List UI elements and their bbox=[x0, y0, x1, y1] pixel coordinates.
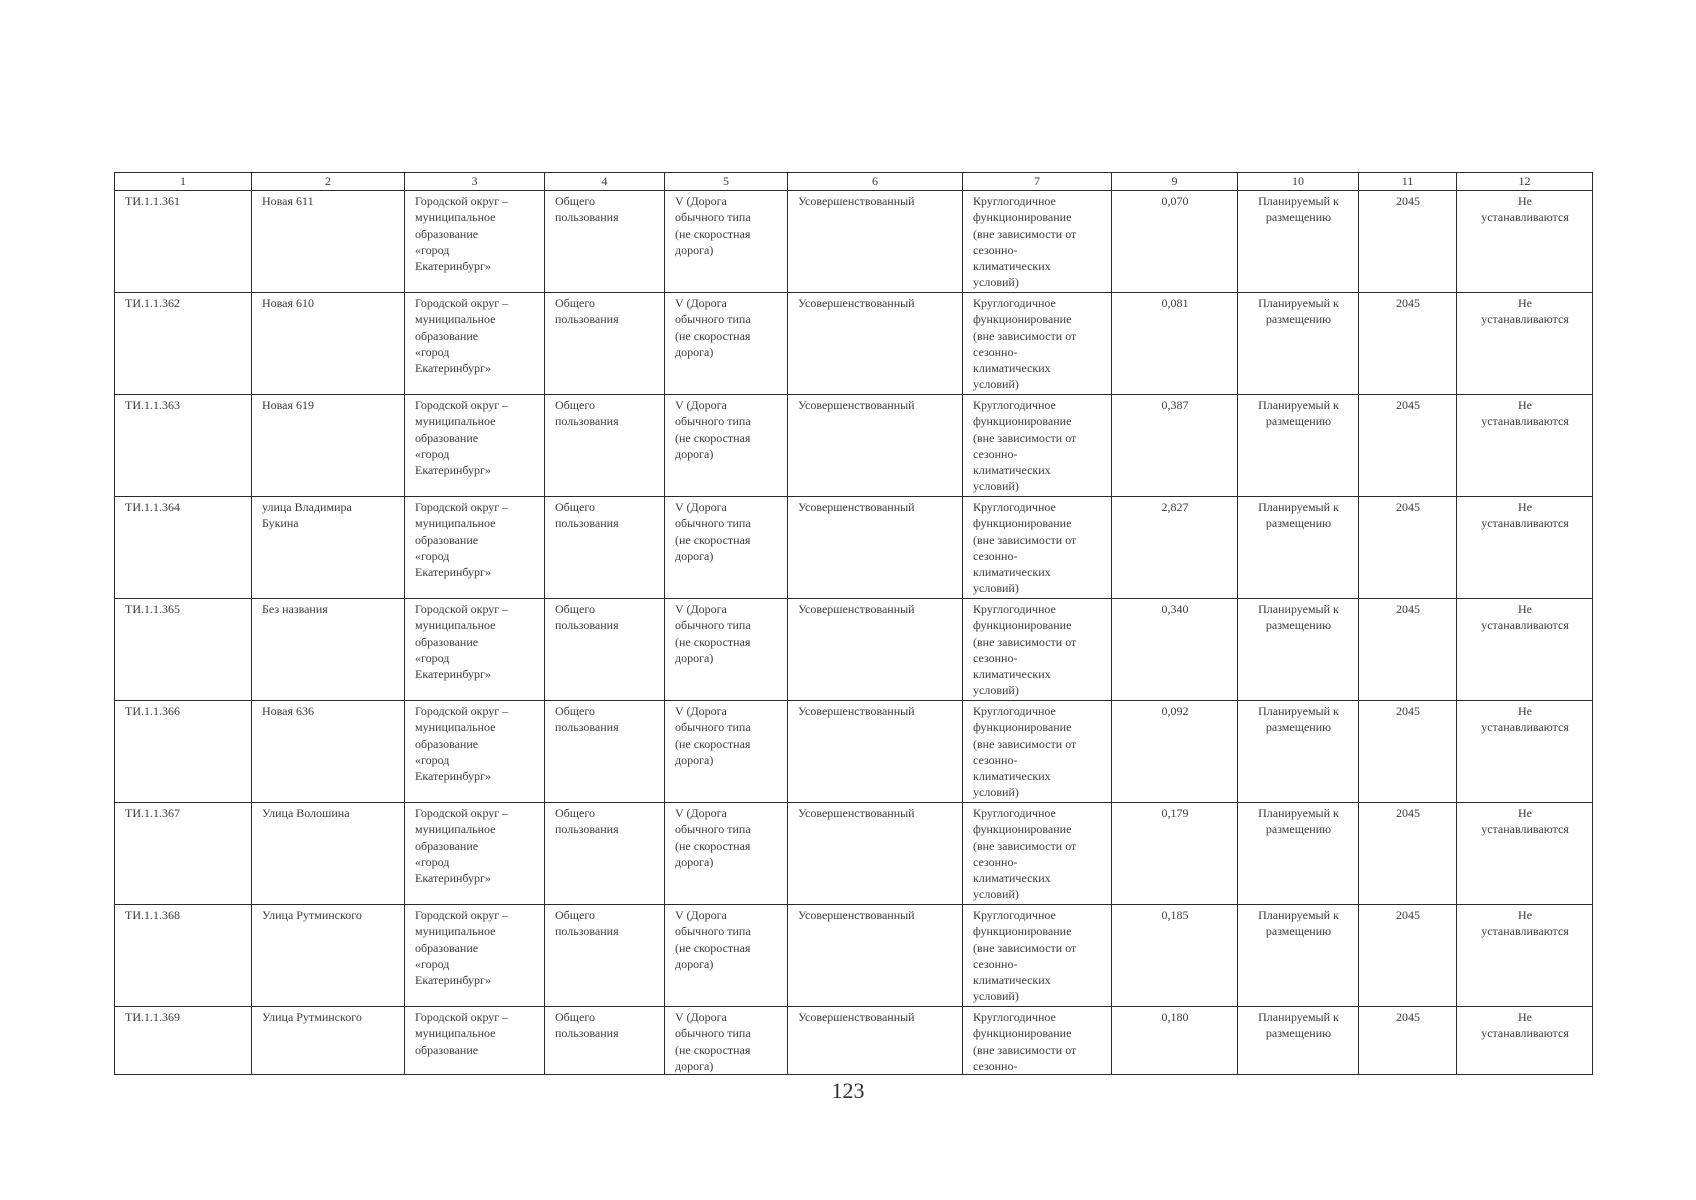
cell-year-text: 2045 bbox=[1396, 806, 1420, 820]
cell-purpose bbox=[545, 395, 665, 497]
cell-location-text: Городской округ – муниципальное образование bbox=[415, 1010, 509, 1057]
cell-provision bbox=[963, 803, 1112, 905]
cell-provision-text: Круглогодичное функционирование (вне зависимости от сезонно- климатических условий) bbox=[973, 500, 1077, 596]
cell-pavement bbox=[788, 191, 963, 293]
cell-category-text: V (Дорога обычного типа (не скоростная дорога) bbox=[675, 1010, 751, 1073]
cell-status-text: Планируемый к размещению bbox=[1258, 500, 1339, 531]
cell-id-text: ТИ.1.1.365 bbox=[125, 602, 180, 616]
cell-pavement-text: Усовершенствованный bbox=[798, 296, 915, 310]
cell-id bbox=[115, 1007, 252, 1075]
table-row bbox=[115, 905, 1593, 1007]
cell-year-text: 2045 bbox=[1396, 194, 1420, 208]
cell-purpose bbox=[545, 905, 665, 1007]
cell-location bbox=[405, 803, 545, 905]
cell-pavement-text: Усовершенствованный bbox=[798, 908, 915, 922]
cell-restrictions-text: Не устанавливаются bbox=[1481, 704, 1569, 735]
cell-name-text: Без названия bbox=[262, 602, 328, 616]
column-header: 12 bbox=[1457, 173, 1593, 191]
table-row bbox=[115, 803, 1593, 905]
cell-purpose bbox=[545, 497, 665, 599]
cell-length bbox=[1112, 1007, 1238, 1075]
cell-name bbox=[252, 395, 405, 497]
page-number: 123 bbox=[831, 1078, 865, 1103]
cell-year bbox=[1359, 701, 1457, 803]
cell-purpose-text: Общего пользования bbox=[555, 1010, 619, 1041]
cell-category bbox=[665, 293, 788, 395]
cell-name-text: Улица Рутминского bbox=[262, 908, 362, 922]
header-row bbox=[115, 173, 1593, 191]
cell-year bbox=[1359, 191, 1457, 293]
table-body bbox=[115, 191, 1593, 1075]
cell-id-text: ТИ.1.1.366 bbox=[125, 704, 180, 718]
cell-length-text: 0,180 bbox=[1161, 1010, 1189, 1024]
cell-pavement bbox=[788, 497, 963, 599]
cell-pavement bbox=[788, 905, 963, 1007]
cell-name bbox=[252, 905, 405, 1007]
cell-category bbox=[665, 599, 788, 701]
cell-purpose-text: Общего пользования bbox=[555, 398, 619, 429]
cell-name bbox=[252, 1007, 405, 1075]
cell-name bbox=[252, 497, 405, 599]
cell-provision bbox=[963, 599, 1112, 701]
cell-location bbox=[405, 1007, 545, 1075]
cell-location bbox=[405, 905, 545, 1007]
column-header: 11 bbox=[1359, 173, 1457, 191]
cell-status bbox=[1238, 701, 1359, 803]
cell-pavement-text: Усовершенствованный bbox=[798, 1010, 915, 1024]
cell-location-text: Городской округ – муниципальное образование «город Екатеринбург» bbox=[415, 908, 509, 988]
cell-location-text: Городской округ – муниципальное образование «город Екатеринбург» bbox=[415, 602, 509, 682]
cell-year bbox=[1359, 395, 1457, 497]
cell-category bbox=[665, 701, 788, 803]
cell-location-text: Городской округ – муниципальное образование «город Екатеринбург» bbox=[415, 806, 509, 886]
column-header: 4 bbox=[545, 173, 665, 191]
cell-restrictions bbox=[1457, 1007, 1593, 1075]
cell-year-text: 2045 bbox=[1396, 1010, 1420, 1024]
cell-status-text: Планируемый к размещению bbox=[1258, 806, 1339, 837]
cell-year-text: 2045 bbox=[1396, 296, 1420, 310]
cell-restrictions-text: Не устанавливаются bbox=[1481, 500, 1569, 531]
table-row bbox=[115, 497, 1593, 599]
cell-year-text: 2045 bbox=[1396, 602, 1420, 616]
cell-restrictions bbox=[1457, 599, 1593, 701]
cell-year bbox=[1359, 905, 1457, 1007]
cell-location-text: Городской округ – муниципальное образование «город Екатеринбург» bbox=[415, 398, 509, 478]
cell-pavement-text: Усовершенствованный bbox=[798, 602, 915, 616]
cell-location bbox=[405, 395, 545, 497]
cell-restrictions bbox=[1457, 497, 1593, 599]
cell-year-text: 2045 bbox=[1396, 704, 1420, 718]
cell-status bbox=[1238, 191, 1359, 293]
cell-status bbox=[1238, 395, 1359, 497]
cell-length-text: 2,827 bbox=[1161, 500, 1189, 514]
cell-purpose-text: Общего пользования bbox=[555, 602, 619, 633]
table-row bbox=[115, 293, 1593, 395]
cell-location-text: Городской округ – муниципальное образование «город Екатеринбург» bbox=[415, 500, 509, 580]
cell-restrictions bbox=[1457, 191, 1593, 293]
cell-restrictions bbox=[1457, 293, 1593, 395]
table-row bbox=[115, 395, 1593, 497]
cell-length bbox=[1112, 497, 1238, 599]
cell-pavement bbox=[788, 395, 963, 497]
cell-status bbox=[1238, 293, 1359, 395]
cell-category bbox=[665, 1007, 788, 1075]
cell-purpose-text: Общего пользования bbox=[555, 500, 619, 531]
cell-length-text: 0,185 bbox=[1161, 908, 1189, 922]
cell-location-text: Городской округ – муниципальное образование «город Екатеринбург» bbox=[415, 296, 509, 376]
cell-length bbox=[1112, 905, 1238, 1007]
cell-status-text: Планируемый к размещению bbox=[1258, 1010, 1339, 1041]
cell-year-text: 2045 bbox=[1396, 500, 1420, 514]
cell-purpose-text: Общего пользования bbox=[555, 908, 619, 939]
cell-year-text: 2045 bbox=[1396, 908, 1420, 922]
cell-status-text: Планируемый к размещению bbox=[1258, 704, 1339, 735]
cell-id-text: ТИ.1.1.368 bbox=[125, 908, 180, 922]
cell-name bbox=[252, 191, 405, 293]
cell-purpose-text: Общего пользования bbox=[555, 194, 619, 225]
cell-restrictions-text: Не устанавливаются bbox=[1481, 194, 1569, 225]
cell-status bbox=[1238, 803, 1359, 905]
cell-category bbox=[665, 191, 788, 293]
cell-pavement-text: Усовершенствованный bbox=[798, 398, 915, 412]
cell-length-text: 0,340 bbox=[1161, 602, 1189, 616]
cell-provision bbox=[963, 905, 1112, 1007]
cell-year bbox=[1359, 1007, 1457, 1075]
cell-id bbox=[115, 803, 252, 905]
cell-provision bbox=[963, 395, 1112, 497]
cell-year bbox=[1359, 803, 1457, 905]
cell-restrictions-text: Не устанавливаются bbox=[1481, 1010, 1569, 1041]
cell-name bbox=[252, 803, 405, 905]
cell-category-text: V (Дорога обычного типа (не скоростная дорога) bbox=[675, 602, 751, 665]
cell-pavement bbox=[788, 1007, 963, 1075]
cell-category bbox=[665, 395, 788, 497]
cell-category bbox=[665, 497, 788, 599]
cell-location-text: Городской округ – муниципальное образование «город Екатеринбург» bbox=[415, 704, 509, 784]
cell-pavement bbox=[788, 803, 963, 905]
cell-provision-text: Круглогодичное функционирование (вне зависимости от сезонно- bbox=[973, 1010, 1077, 1073]
cell-length bbox=[1112, 395, 1238, 497]
cell-provision-text: Круглогодичное функционирование (вне зависимости от сезонно- климатических условий) bbox=[973, 194, 1077, 290]
cell-id bbox=[115, 497, 252, 599]
cell-pavement-text: Усовершенствованный bbox=[798, 194, 915, 208]
cell-location bbox=[405, 293, 545, 395]
cell-length-text: 0,179 bbox=[1161, 806, 1189, 820]
cell-purpose bbox=[545, 1007, 665, 1075]
cell-purpose-text: Общего пользования bbox=[555, 806, 619, 837]
cell-provision-text: Круглогодичное функционирование (вне зависимости от сезонно- климатических условий) bbox=[973, 806, 1077, 902]
cell-id-text: ТИ.1.1.361 bbox=[125, 194, 180, 208]
cell-restrictions bbox=[1457, 701, 1593, 803]
cell-pavement bbox=[788, 293, 963, 395]
cell-length bbox=[1112, 803, 1238, 905]
cell-id bbox=[115, 599, 252, 701]
column-header: 10 bbox=[1238, 173, 1359, 191]
cell-name-text: Новая 610 bbox=[262, 296, 315, 310]
cell-purpose-text: Общего пользования bbox=[555, 704, 619, 735]
cell-purpose bbox=[545, 701, 665, 803]
column-header: 7 bbox=[963, 173, 1112, 191]
cell-id-text: ТИ.1.1.364 bbox=[125, 500, 180, 514]
column-header: 1 bbox=[115, 173, 252, 191]
cell-category-text: V (Дорога обычного типа (не скоростная дорога) bbox=[675, 908, 751, 971]
cell-restrictions-text: Не устанавливаются bbox=[1481, 602, 1569, 633]
cell-name bbox=[252, 701, 405, 803]
column-header: 3 bbox=[405, 173, 545, 191]
cell-purpose bbox=[545, 191, 665, 293]
cell-provision bbox=[963, 191, 1112, 293]
cell-status-text: Планируемый к размещению bbox=[1258, 296, 1339, 327]
cell-provision-text: Круглогодичное функционирование (вне зависимости от сезонно- климатических условий) bbox=[973, 908, 1077, 1004]
cell-year bbox=[1359, 497, 1457, 599]
cell-location-text: Городской округ – муниципальное образование «город Екатеринбург» bbox=[415, 194, 509, 274]
cell-year-text: 2045 bbox=[1396, 398, 1420, 412]
cell-year bbox=[1359, 293, 1457, 395]
cell-provision-text: Круглогодичное функционирование (вне зависимости от сезонно- климатических условий) bbox=[973, 398, 1077, 494]
cell-length bbox=[1112, 293, 1238, 395]
cell-restrictions-text: Не устанавливаются bbox=[1481, 398, 1569, 429]
cell-name-text: Улица Волошина bbox=[262, 806, 350, 820]
cell-length bbox=[1112, 599, 1238, 701]
cell-status-text: Планируемый к размещению bbox=[1258, 908, 1339, 939]
cell-provision-text: Круглогодичное функционирование (вне зависимости от сезонно- климатических условий) bbox=[973, 602, 1077, 698]
cell-provision bbox=[963, 1007, 1112, 1075]
cell-provision bbox=[963, 497, 1112, 599]
table-row bbox=[115, 599, 1593, 701]
table-row bbox=[115, 191, 1593, 293]
cell-location bbox=[405, 497, 545, 599]
cell-id-text: ТИ.1.1.362 bbox=[125, 296, 180, 310]
cell-category-text: V (Дорога обычного типа (не скоростная дорога) bbox=[675, 296, 751, 359]
column-header: 2 bbox=[252, 173, 405, 191]
cell-category-text: V (Дорога обычного типа (не скоростная дорога) bbox=[675, 500, 751, 563]
cell-restrictions bbox=[1457, 803, 1593, 905]
cell-year bbox=[1359, 599, 1457, 701]
cell-length-text: 0,092 bbox=[1161, 704, 1189, 718]
cell-length bbox=[1112, 191, 1238, 293]
cell-pavement bbox=[788, 599, 963, 701]
cell-status bbox=[1238, 497, 1359, 599]
cell-pavement-text: Усовершенствованный bbox=[798, 500, 915, 514]
table-row bbox=[115, 1007, 1593, 1075]
cell-name-text: Улица Рутминского bbox=[262, 1010, 362, 1024]
cell-category-text: V (Дорога обычного типа (не скоростная дорога) bbox=[675, 398, 751, 461]
cell-restrictions bbox=[1457, 395, 1593, 497]
cell-location bbox=[405, 191, 545, 293]
table-row bbox=[115, 701, 1593, 803]
cell-id bbox=[115, 701, 252, 803]
cell-id-text: ТИ.1.1.367 bbox=[125, 806, 180, 820]
infrastructure-table bbox=[114, 172, 1593, 1075]
cell-length-text: 0,070 bbox=[1161, 194, 1189, 208]
cell-restrictions-text: Не устанавливаются bbox=[1481, 806, 1569, 837]
cell-purpose bbox=[545, 599, 665, 701]
cell-id-text: ТИ.1.1.363 bbox=[125, 398, 180, 412]
cell-category bbox=[665, 803, 788, 905]
cell-name-text: Новая 611 bbox=[262, 194, 314, 208]
cell-name-text: улица Владимира Букина bbox=[262, 500, 352, 531]
cell-location bbox=[405, 599, 545, 701]
cell-name-text: Новая 619 bbox=[262, 398, 315, 412]
cell-status bbox=[1238, 905, 1359, 1007]
cell-category-text: V (Дорога обычного типа (не скоростная дорога) bbox=[675, 704, 751, 767]
cell-id bbox=[115, 191, 252, 293]
cell-length bbox=[1112, 701, 1238, 803]
column-header: 6 bbox=[788, 173, 963, 191]
cell-id bbox=[115, 905, 252, 1007]
cell-provision-text: Круглогодичное функционирование (вне зависимости от сезонно- климатических условий) bbox=[973, 704, 1077, 800]
cell-purpose bbox=[545, 293, 665, 395]
cell-status bbox=[1238, 1007, 1359, 1075]
cell-id-text: ТИ.1.1.369 bbox=[125, 1010, 180, 1024]
cell-purpose-text: Общего пользования bbox=[555, 296, 619, 327]
column-header: 5 bbox=[665, 173, 788, 191]
cell-provision bbox=[963, 701, 1112, 803]
cell-category-text: V (Дорога обычного типа (не скоростная дорога) bbox=[675, 806, 751, 869]
cell-restrictions-text: Не устанавливаются bbox=[1481, 908, 1569, 939]
cell-location bbox=[405, 701, 545, 803]
cell-pavement-text: Усовершенствованный bbox=[798, 704, 915, 718]
column-header: 9 bbox=[1112, 173, 1238, 191]
cell-purpose bbox=[545, 803, 665, 905]
cell-name bbox=[252, 599, 405, 701]
cell-status-text: Планируемый к размещению bbox=[1258, 602, 1339, 633]
cell-id bbox=[115, 395, 252, 497]
cell-provision bbox=[963, 293, 1112, 395]
cell-category bbox=[665, 905, 788, 1007]
cell-pavement-text: Усовершенствованный bbox=[798, 806, 915, 820]
cell-id bbox=[115, 293, 252, 395]
cell-length-text: 0,387 bbox=[1161, 398, 1189, 412]
cell-status bbox=[1238, 599, 1359, 701]
cell-name bbox=[252, 293, 405, 395]
cell-name-text: Новая 636 bbox=[262, 704, 315, 718]
cell-status-text: Планируемый к размещению bbox=[1258, 398, 1339, 429]
cell-restrictions-text: Не устанавливаются bbox=[1481, 296, 1569, 327]
cell-restrictions bbox=[1457, 905, 1593, 1007]
cell-length-text: 0,081 bbox=[1161, 296, 1189, 310]
cell-status-text: Планируемый к размещению bbox=[1258, 194, 1339, 225]
cell-pavement bbox=[788, 701, 963, 803]
cell-provision-text: Круглогодичное функционирование (вне зависимости от сезонно- климатических условий) bbox=[973, 296, 1077, 392]
cell-category-text: V (Дорога обычного типа (не скоростная дорога) bbox=[675, 194, 751, 257]
